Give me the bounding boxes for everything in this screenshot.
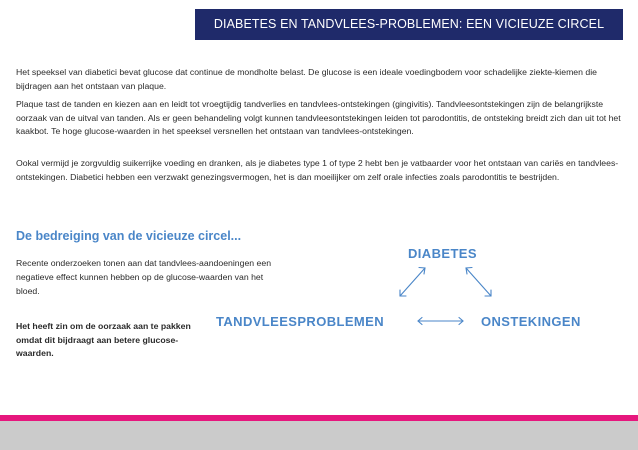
arrow-diabetes-to-ontstekingen xyxy=(466,268,491,296)
footer-bar xyxy=(0,421,638,450)
arrow-diabetes-to-tandvlees xyxy=(400,268,425,296)
page-title: DIABETES EN TANDVLEES-PROBLEMEN: EEN VICIEUZE CIRCEL xyxy=(213,17,605,31)
section-heading: De bedreiging van de vicieuze circel... xyxy=(16,229,242,243)
diagram-label-tandvleesproblemen: TANDVLEESPROBLEMEN xyxy=(216,314,385,329)
diagram-label-onstekingen: ONSTEKINGEN xyxy=(481,314,581,329)
intro-paragraph-2: Plaque tast de tanden en kiezen aan en leidt tot vroegtijdig tandverlies en tandvlees-ontstekingen (gingivitis). Tandvleesontstekingen zijn de belangrijkste oorzaak van de uitval van tanden. Als er geen behandeling volgt kunnen tandvleesontstekingen leiden tot parodontitis, de ontsteking breidt zich dan uit tot het kaakbot. Te hoge glucose-waarden in het speeksel versnellen het ontstaan van tandvlees-ontstekingen. xyxy=(16,99,621,136)
section-callout: Het heeft zin om de oorzaak aan te pakken omdat dit bijdraagt aan betere glucose-waarden. xyxy=(16,321,191,358)
section-lead-text: Recente onderzoeken tonen aan dat tandvlees-aandoeningen een negatieve effect kunnen hebben op de glucose-waarden van het bloed. xyxy=(16,258,272,296)
intro-paragraph-3: Ookal vermijd je zorgvuldig suikerrijke voeding en dranken, als je diabetes type 1 of type 2 hebt ben je vatbaarder voor het ontstaan van cariës en tandvlees-ontstekingen. Diabetici hebben een verzwakt genezingsvermogen, het is dan moeilijker om zelf orale infecties zoals parodontitis te bestrijden. xyxy=(16,158,619,182)
intro-paragraph-1: Het speeksel van diabetici bevat glucose dat continue de mondholte belast. De glucose is een ideale voedingbodem voor schadelijke ziekte-kiemen die bijdragen aan het ontstaan van plaque. xyxy=(16,67,597,91)
diagram-label-diabetes: DIABETES xyxy=(408,246,477,261)
